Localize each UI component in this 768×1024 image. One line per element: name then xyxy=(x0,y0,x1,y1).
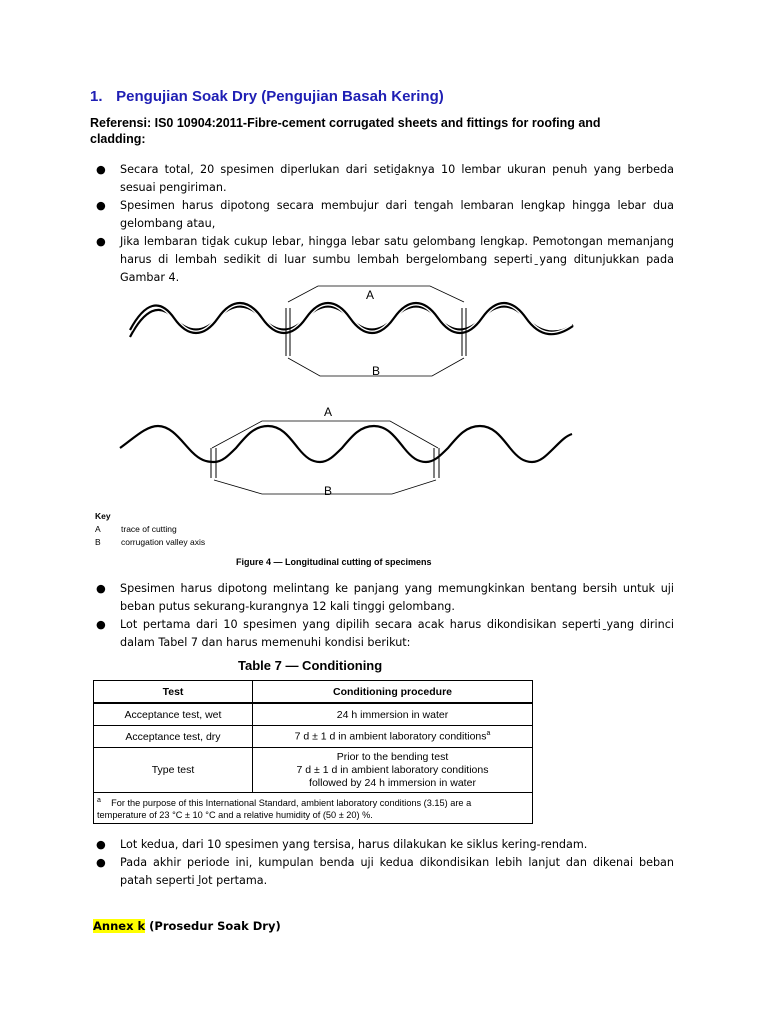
table-cell-procedure: Prior to the bending test 7 d ± 1 d in ambient laboratory conditions followed by 24 h immersion in water xyxy=(253,748,533,793)
table-row xyxy=(94,748,533,793)
table-cell-test: Acceptance test, dry xyxy=(94,726,253,748)
reference-text: IS0 10904:2011-Fibre-cement corrugated sheets and fittings for roofing and cladding xyxy=(90,116,601,146)
table-footnote: $^a$ For the purpose of this International Standard, ambient laboratory conditions (3.15) are a temperature of 23 °C ± 10 °C and a relative humidity of (50 ± 20) %. xyxy=(94,793,533,824)
label-a-bottom: A xyxy=(323,405,333,419)
bullet-icon: ● xyxy=(96,199,106,212)
key-row: B corrugation valley axis xyxy=(95,537,206,547)
annex-title: (Prosedur Soak Dry) xyxy=(145,919,281,933)
bullet-list-middle xyxy=(92,580,674,652)
bullet-icon: ● xyxy=(96,582,106,595)
key-title: Key xyxy=(95,511,111,521)
table-row xyxy=(94,726,533,748)
table-cell-procedure: 7 d ± 1 d in ambient laboratory conditions$^a$ xyxy=(253,726,533,748)
section-title: Pengujian Soak Dry (Pengujian Basah Kering) xyxy=(116,88,444,105)
bullet-icon: ● xyxy=(96,235,106,248)
bullet-icon: ● xyxy=(96,163,106,176)
list-item: ● Secara total, 20 spesimen diperlukan dari setiַdaknya 10 lembar ukuran penuh yang berbeda sesuai pengiriman. xyxy=(96,163,674,194)
footnote-mark: a xyxy=(97,797,101,804)
figure-4-diagram xyxy=(0,280,768,510)
bullet-icon: ● xyxy=(96,618,106,631)
section-heading xyxy=(90,88,444,105)
dimension-a-bottom xyxy=(212,421,438,448)
table-footnote-row xyxy=(94,793,533,824)
figure-key xyxy=(95,510,205,549)
reference-suffix: : xyxy=(141,132,146,146)
annex-highlight: Annex k xyxy=(93,919,146,933)
annex-heading xyxy=(93,919,281,933)
table-cell-procedure: 24 h immersion in water xyxy=(253,703,533,726)
table-cell-test: Acceptance test, wet xyxy=(94,703,253,726)
bullet-icon: ● xyxy=(96,838,106,851)
table-header-row xyxy=(94,681,533,704)
column-header: Conditioning procedure xyxy=(253,681,533,704)
list-item: ● Pada akhir periode ini, kumpulan benda uji kedua dikondisikan lebih lanjut dan dikenai beban patah sepertiַ lot pertama. xyxy=(96,856,674,887)
table-row xyxy=(94,703,533,726)
list-item: ● Jika lembaran tiַdak cukup lebar, hingga lebar satu gelombang lengkap. Pemotongan memanjang harus di lembah sedikit di luar sumbu lembah bergelombang sepertiַ yang ditunjukkan pada Gambar 4. xyxy=(96,235,674,284)
footnote-ref: a xyxy=(486,730,491,738)
label-b-bottom: B xyxy=(323,484,333,498)
list-item: ● Spesimen harus dipotong melintang ke panjang yang memungkinkan bentang bersih untuk uji beban putus sekurang-kurangnya 12 kali tinggi gelombang. xyxy=(96,582,674,613)
label-b-top: B xyxy=(371,364,381,378)
bullet-list-top xyxy=(92,161,674,287)
reference-line xyxy=(90,115,650,147)
list-item: ● Lot pertama dari 10 spesimen yang dipilih secara acak harus dikondisikan sepertiַ yang dirinci dalam Tabel 7 dan harus memenuhi kondisi berikut: xyxy=(96,618,674,649)
column-header: Test xyxy=(94,681,253,704)
dimension-a-top xyxy=(288,286,464,302)
reference-label: Referensi: xyxy=(90,116,152,130)
list-item: ● Spesimen harus dipotong secara membujur dari tengah lembaran lengkap hingga lebar dua gelombang atau, xyxy=(96,199,674,230)
list-item: ● Lot kedua, dari 10 spesimen yang tersisa, harus dilakukan ke siklus kering-rendam. xyxy=(92,836,674,854)
bullet-list-bottom xyxy=(92,836,674,890)
section-number: 1. xyxy=(90,88,103,105)
table-cell-test: Type test xyxy=(94,748,253,793)
label-a-top: A xyxy=(365,288,375,302)
table-title: Table 7 — Conditioning xyxy=(238,658,383,673)
key-row: A trace of cutting xyxy=(95,524,177,534)
conditioning-table xyxy=(93,680,533,824)
bullet-icon: ● xyxy=(96,856,106,869)
figure-caption: Figure 4 — Longitudinal cutting of specimens xyxy=(236,557,432,567)
